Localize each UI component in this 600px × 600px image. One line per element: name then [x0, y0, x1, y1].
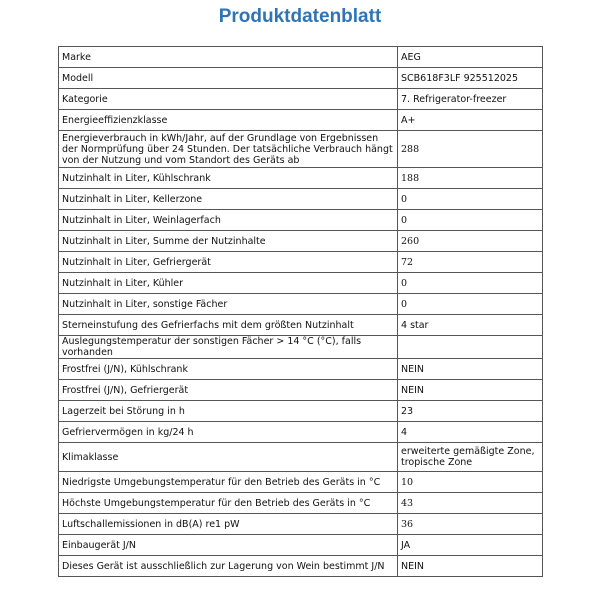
table-row — [59, 189, 543, 210]
row-value: 288 — [398, 131, 543, 168]
row-value: 0 — [398, 210, 543, 231]
table-row — [59, 493, 543, 514]
row-label: Modell — [59, 68, 398, 89]
row-value: 260 — [398, 231, 543, 252]
row-label: Niedrigste Umgebungstemperatur für den Betrieb des Geräts in °C — [59, 472, 398, 493]
table-row — [59, 89, 543, 110]
table-row — [59, 168, 543, 189]
row-label: Kategorie — [59, 89, 398, 110]
table-row — [59, 315, 543, 336]
row-label: Dieses Gerät ist ausschließlich zur Lagerung von Wein bestimmt J/N — [59, 556, 398, 577]
row-label: Nutzinhalt in Liter, Kühlschrank — [59, 168, 398, 189]
row-value: 10 — [398, 472, 543, 493]
row-value: 188 — [398, 168, 543, 189]
row-value: SCB618F3LF 925512025 — [398, 68, 543, 89]
table-row — [59, 556, 543, 577]
row-label: Sterneinstufung des Gefrierfachs mit dem größten Nutzinhalt — [59, 315, 398, 336]
row-label: Nutzinhalt in Liter, Gefriergerät — [59, 252, 398, 273]
row-value: erweiterte gemäßigte Zone, tropische Zone — [398, 443, 543, 472]
row-value: 0 — [398, 189, 543, 210]
row-value: AEG — [398, 47, 543, 68]
table-row — [59, 535, 543, 556]
row-value: 7. Refrigerator-freezer — [398, 89, 543, 110]
row-value: 23 — [398, 401, 543, 422]
row-label: Auslegungstemperatur der sonstigen Fächer > 14 °C (°C), falls vorhanden — [59, 336, 398, 359]
row-label: Lagerzeit bei Störung in h — [59, 401, 398, 422]
row-label: Frostfrei (J/N), Kühlschrank — [59, 359, 398, 380]
row-label: Energieeffizienzklasse — [59, 110, 398, 131]
table-row — [59, 443, 543, 472]
table-row — [59, 68, 543, 89]
row-label: Nutzinhalt in Liter, Kellerzone — [59, 189, 398, 210]
row-value: 72 — [398, 252, 543, 273]
table-row — [59, 273, 543, 294]
row-value: JA — [398, 535, 543, 556]
row-value: 0 — [398, 273, 543, 294]
row-label: Einbaugerät J/N — [59, 535, 398, 556]
row-value: 36 — [398, 514, 543, 535]
row-label: Nutzinhalt in Liter, Kühler — [59, 273, 398, 294]
row-label: Nutzinhalt in Liter, Summe der Nutzinhalte — [59, 231, 398, 252]
table-row — [59, 422, 543, 443]
row-label: Klimaklasse — [59, 443, 398, 472]
row-label: Energieverbrauch in kWh/Jahr, auf der Grundlage von Ergebnissen der Normprüfung über 24 Stunden. Der tatsächliche Verbrauch hängt von der Nutzung und vom Standort des Geräts ab — [59, 131, 398, 168]
row-value: 43 — [398, 493, 543, 514]
row-label: Nutzinhalt in Liter, sonstige Fächer — [59, 294, 398, 315]
row-value: 4 — [398, 422, 543, 443]
table-row — [59, 336, 543, 359]
table-row — [59, 252, 543, 273]
row-label: Gefriervermögen in kg/24 h — [59, 422, 398, 443]
row-label: Nutzinhalt in Liter, Weinlagerfach — [59, 210, 398, 231]
table-row — [59, 47, 543, 68]
page-title: Produktdatenblatt — [218, 6, 382, 27]
table-row — [59, 401, 543, 422]
row-label: Luftschallemissionen in dB(A) re1 pW — [59, 514, 398, 535]
row-label: Frostfrei (J/N), Gefriergerät — [59, 380, 398, 401]
table-row — [59, 294, 543, 315]
table-row — [59, 359, 543, 380]
row-label: Höchste Umgebungstemperatur für den Betrieb des Geräts in °C — [59, 493, 398, 514]
row-value: A+ — [398, 110, 543, 131]
product-data-table — [58, 46, 543, 577]
row-value: NEIN — [398, 359, 543, 380]
row-value: 0 — [398, 294, 543, 315]
table-row — [59, 380, 543, 401]
row-value: 4 star — [398, 315, 543, 336]
table-row — [59, 514, 543, 535]
row-value: NEIN — [398, 380, 543, 401]
table-row — [59, 131, 543, 168]
table-row — [59, 472, 543, 493]
row-value — [398, 336, 543, 359]
table-row — [59, 231, 543, 252]
row-label: Marke — [59, 47, 398, 68]
table-row — [59, 110, 543, 131]
row-value: NEIN — [398, 556, 543, 577]
table-row — [59, 210, 543, 231]
